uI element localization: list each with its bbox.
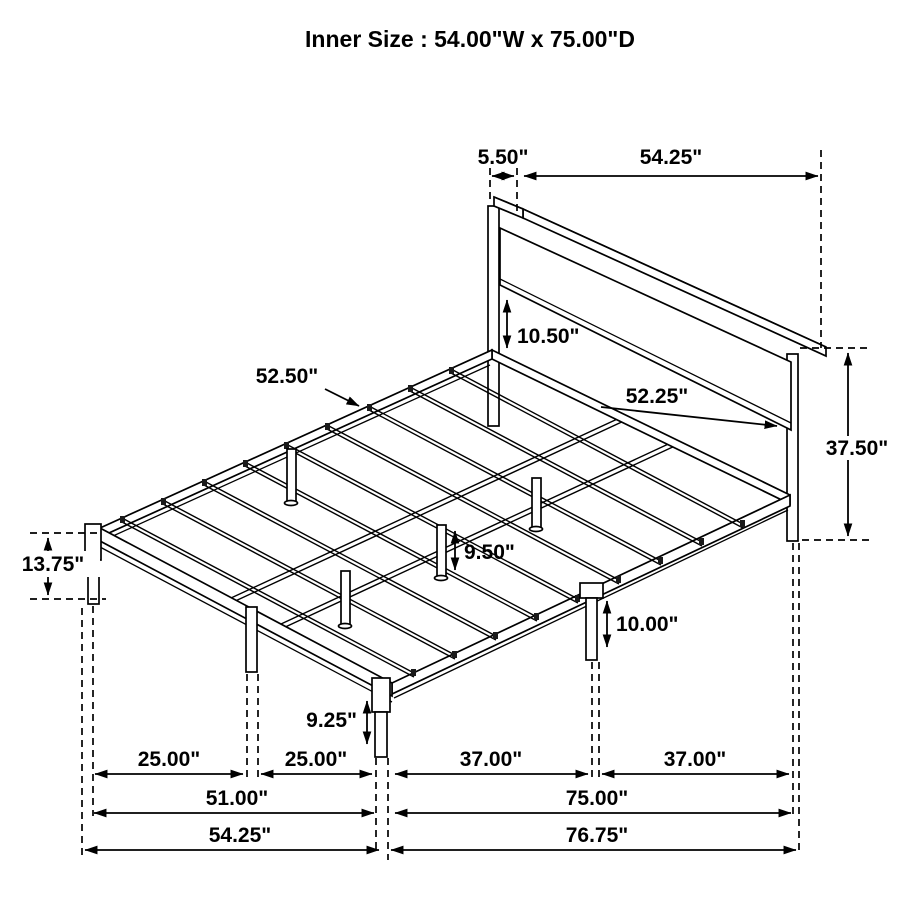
label-side-leg-height: 10.00" — [616, 613, 679, 636]
right-middle-leg — [586, 598, 597, 660]
leg-foot — [530, 527, 543, 532]
slat — [122, 518, 414, 673]
label-span-25-a: 25.00" — [137, 748, 201, 771]
label-panel-offset: 10.50" — [517, 325, 580, 348]
diagram-title: Inner Size : 54.00"W x 75.00"D — [305, 26, 635, 52]
label-span-37-b: 37.00" — [663, 748, 727, 771]
slat — [163, 504, 455, 659]
label-slat-length: 52.50" — [255, 365, 319, 388]
foot-right-corner-bracket — [372, 678, 390, 712]
center-support-leg — [341, 571, 350, 625]
label-headboard-height: 37.50" — [825, 437, 889, 460]
slat — [410, 387, 702, 542]
label-side-depth: 75.00" — [565, 787, 629, 810]
front-middle-leg — [246, 607, 257, 672]
label-span-37-a: 37.00" — [459, 748, 523, 771]
label-frame-height: 13.75" — [21, 553, 85, 576]
label-foot-leg-height: 9.25" — [306, 709, 357, 732]
label-span-25-b: 25.00" — [284, 748, 348, 771]
center-support-leg — [287, 449, 296, 502]
right-middle-bracket — [580, 583, 603, 598]
label-overall-depth: 76.75" — [565, 824, 629, 847]
foot-right-leg — [375, 712, 387, 757]
label-rail-length: 52.25" — [625, 385, 689, 408]
label-headboard-width: 54.25" — [639, 146, 703, 169]
slat — [451, 369, 743, 524]
label-center-leg-height: 9.50" — [464, 541, 515, 564]
leg-foot — [339, 624, 352, 629]
label-overall-width: 54.25" — [208, 824, 272, 847]
slat — [369, 410, 661, 565]
slat — [410, 391, 702, 546]
slat — [122, 522, 414, 677]
label-foot-width: 51.00" — [205, 787, 269, 810]
leader-slat-length — [325, 389, 359, 406]
label-shelf-depth: 5.50" — [477, 146, 529, 169]
center-support-leg — [532, 478, 541, 528]
leg-foot — [285, 501, 298, 506]
slat — [369, 406, 661, 561]
slat — [163, 500, 455, 655]
center-support-leg — [437, 525, 446, 577]
leg-foot — [435, 576, 448, 581]
